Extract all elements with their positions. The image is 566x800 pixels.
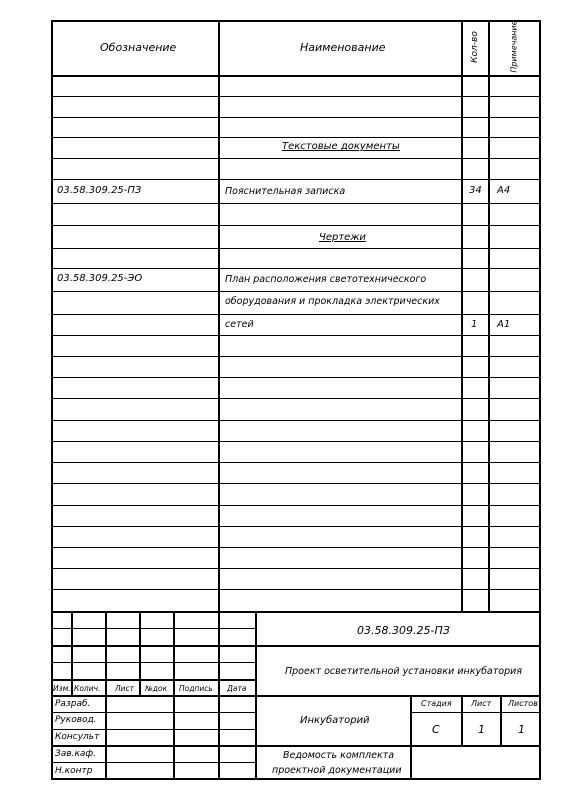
stamp-sheet: 1	[478, 723, 485, 736]
stamp-stage-label: Стадия	[421, 699, 452, 708]
table-row-line	[51, 462, 541, 463]
table-row-line	[51, 179, 541, 180]
table-row-line	[51, 96, 541, 97]
stamp-col-line	[71, 611, 73, 696]
stamp-role: Н.контр	[55, 766, 93, 776]
row-note: А4	[497, 185, 511, 196]
row-name-line: сетей	[225, 319, 254, 330]
stamp-row-line	[51, 745, 541, 747]
header-qty: Кол-во	[470, 31, 480, 63]
stamp-col-label: Колич.	[74, 684, 101, 693]
stamp-row-line	[51, 762, 255, 763]
stamp-code: 03.58.309.25-ПЗ	[357, 624, 450, 637]
stamp-sheet-label: Лист	[471, 699, 492, 708]
stamp-col-line	[500, 695, 502, 745]
table-row-line	[51, 137, 541, 138]
stamp-col-label: Изм.	[53, 684, 71, 693]
stamp-role: Зав.каф.	[55, 749, 96, 759]
table-row-line	[51, 589, 541, 590]
header-designation: Обозначение	[100, 41, 177, 54]
stamp-doc-title: Ведомость комплекта	[283, 750, 395, 761]
stamp-col-label: Подпись	[179, 684, 213, 693]
stamp-col-label: Дата	[227, 684, 247, 693]
header-name: Наименование	[300, 41, 386, 54]
table-row-line	[51, 547, 541, 548]
stamp-col-line	[410, 695, 412, 780]
row-note: А1	[497, 319, 511, 330]
stamp-doc-title: проектной документации	[272, 765, 402, 776]
row-name-line: План расположения светотехнического	[225, 274, 427, 285]
table-row-line	[51, 268, 541, 269]
row-qty: 34	[469, 185, 482, 196]
stamp-object: Инкубаторий	[300, 715, 370, 726]
header-separator	[51, 75, 541, 77]
table-row-line	[51, 441, 541, 442]
row-qty: 1	[471, 319, 478, 330]
title-block-top	[51, 611, 541, 613]
stamp-col-label: Лист	[115, 684, 135, 693]
table-row-line	[51, 291, 541, 292]
stamp-role: Разраб.	[55, 699, 91, 709]
table-row-line	[51, 483, 541, 484]
table-row-line	[51, 248, 541, 249]
table-row-line	[51, 203, 541, 204]
stamp-row-line	[51, 695, 541, 697]
stamp-role: Консульт	[55, 732, 100, 742]
table-row-line	[51, 568, 541, 569]
row-designation: 03.58.309.25-ПЗ	[57, 185, 142, 196]
table-row-line	[51, 356, 541, 357]
stamp-role: Руковод.	[55, 715, 97, 725]
row-name-line: оборудования и прокладка электрических	[225, 296, 440, 307]
stamp-col-line	[461, 695, 463, 745]
table-row-line	[51, 117, 541, 118]
stamp-row-line	[255, 645, 541, 647]
table-row-line	[51, 526, 541, 527]
stamp-row-line	[51, 712, 255, 713]
table-row-line	[51, 420, 541, 421]
stamp-project: Проект осветительной установки инкубатория	[285, 666, 523, 677]
table-row-line	[51, 377, 541, 378]
section-drawings: Чертежи	[319, 232, 366, 243]
stamp-sheets: 1	[518, 723, 525, 736]
table-row-line	[51, 158, 541, 159]
stamp-row-line	[410, 712, 541, 713]
table-row-line	[51, 314, 541, 315]
spec-col-line	[488, 20, 490, 612]
spec-col-line	[218, 20, 220, 612]
table-row-line	[51, 505, 541, 506]
stamp-row-line	[51, 729, 255, 730]
stamp-row-line	[51, 645, 255, 647]
stamp-sheets-label: Листов	[508, 699, 538, 708]
section-text-docs: Текстовые документы	[282, 141, 400, 152]
stamp-row-line	[51, 628, 255, 629]
stamp-col-label: №док	[145, 684, 168, 693]
table-row-line	[51, 335, 541, 336]
stamp-row-line	[51, 679, 255, 681]
spec-col-line	[461, 20, 463, 612]
table-row-line	[51, 398, 541, 399]
stamp-col-line	[139, 611, 141, 696]
table-row-line	[51, 225, 541, 226]
row-name: Пояснительная записка	[225, 186, 346, 197]
stamp-stage: С	[432, 723, 440, 736]
stamp-row-line	[51, 662, 255, 663]
header-note: Примечание	[509, 20, 519, 73]
row-designation: 03.58.309.25-ЭО	[57, 273, 143, 284]
